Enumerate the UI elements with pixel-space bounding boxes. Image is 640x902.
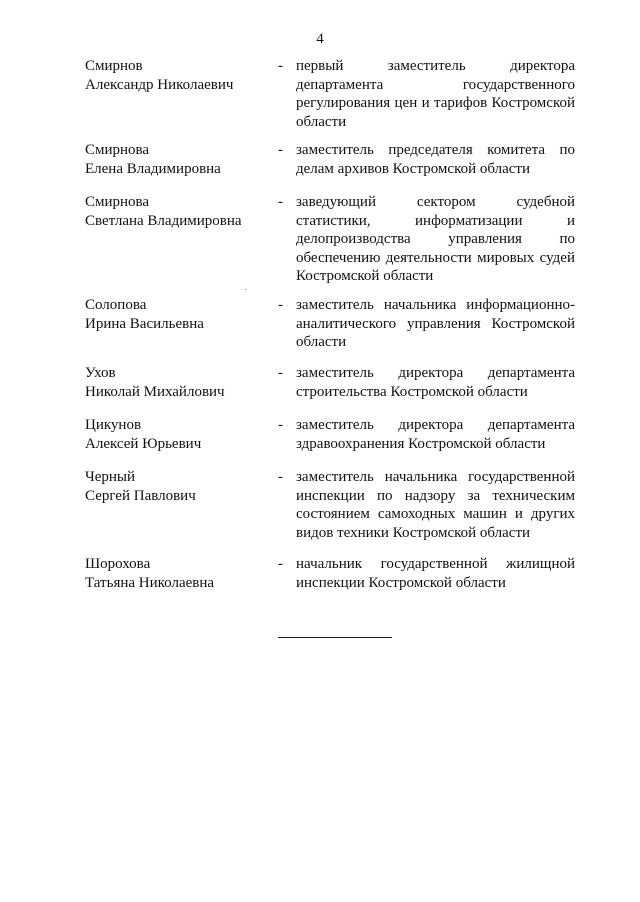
- dash-separator: -: [278, 58, 283, 74]
- description-line: состоянием самоходных машин и других: [296, 506, 575, 522]
- description-line: первый заместитель директора: [296, 58, 575, 74]
- description-line: инспекции Костромской области: [296, 574, 506, 591]
- description-line: заместитель начальника государственной: [296, 469, 575, 485]
- description-line: начальник государственной жилищной: [296, 556, 575, 572]
- description-line: статистики, информатизации и: [296, 212, 575, 229]
- description-line: видов техники Костромской области: [296, 524, 531, 541]
- given-names: Елена Владимировна: [85, 160, 221, 177]
- description-line: заместитель начальника информационно-: [296, 297, 575, 313]
- surname: Черный: [85, 469, 136, 485]
- surname: Шорохова: [85, 556, 151, 572]
- position-description: [296, 193, 575, 286]
- dash-separator: -: [278, 142, 283, 158]
- surname: Смирнов: [85, 58, 143, 74]
- given-names: Ирина Васильевна: [85, 315, 204, 332]
- position-description: [296, 364, 575, 401]
- description-line: обеспечению деятельности мировых судей: [296, 249, 575, 266]
- position-description: [296, 57, 575, 131]
- dash-separator: -: [278, 417, 283, 433]
- given-names: Александр Николаевич: [85, 76, 234, 93]
- person-name: [85, 555, 275, 592]
- dash-separator: -: [278, 556, 283, 572]
- description-line: области: [296, 113, 347, 130]
- surname: Цикунов: [85, 417, 142, 433]
- surname: Смирнова: [85, 142, 150, 158]
- description-line: инспекции по надзору за техническим: [296, 487, 575, 504]
- person-name: [85, 193, 275, 230]
- description-line: заведующий сектором судебной: [296, 194, 575, 210]
- surname: Ухов: [85, 365, 116, 381]
- position-description: [296, 141, 575, 178]
- description-line: Костромской области: [296, 268, 434, 284]
- given-names: Алексей Юрьевич: [85, 435, 202, 452]
- description-line: заместитель директора департамента: [296, 365, 575, 381]
- given-names: Николай Михайлович: [85, 383, 225, 400]
- description-line: департамента государственного: [296, 76, 575, 93]
- person-name: [85, 296, 275, 333]
- position-description: [296, 468, 575, 542]
- end-of-list-rule: [278, 637, 392, 638]
- person-name: [85, 141, 275, 178]
- person-name: [85, 468, 275, 505]
- description-line: регулирования цен и тарифов Костромской: [296, 95, 575, 111]
- surname: Смирнова: [85, 194, 150, 210]
- description-line: делопроизводства управления по: [296, 231, 575, 247]
- given-names: Светлана Владимировна: [85, 212, 242, 229]
- position-description: [296, 296, 575, 352]
- description-line: заместитель председателя комитета по: [296, 142, 575, 158]
- description-line: делам архивов Костромской области: [296, 160, 531, 177]
- given-names: Татьяна Николаевна: [85, 574, 215, 591]
- dash-separator: -: [278, 469, 283, 485]
- dash-separator: -: [278, 365, 283, 381]
- description-line: здравоохранения Костромской области: [296, 435, 546, 452]
- dash-separator: -: [278, 297, 283, 313]
- description-line: области: [296, 334, 347, 350]
- position-description: [296, 416, 575, 453]
- scan-speck: [245, 289, 246, 290]
- person-name: [85, 364, 275, 401]
- surname: Солопова: [85, 297, 147, 313]
- description-line: заместитель директора департамента: [296, 417, 575, 433]
- position-description: [296, 555, 575, 592]
- description-line: строительства Костромской области: [296, 383, 528, 400]
- given-names: Сергей Павлович: [85, 487, 196, 504]
- dash-separator: -: [278, 194, 283, 210]
- person-name: [85, 57, 275, 94]
- person-name: [85, 416, 275, 453]
- description-line: аналитического управления Костромской: [296, 315, 575, 332]
- page-number: 4: [316, 31, 324, 47]
